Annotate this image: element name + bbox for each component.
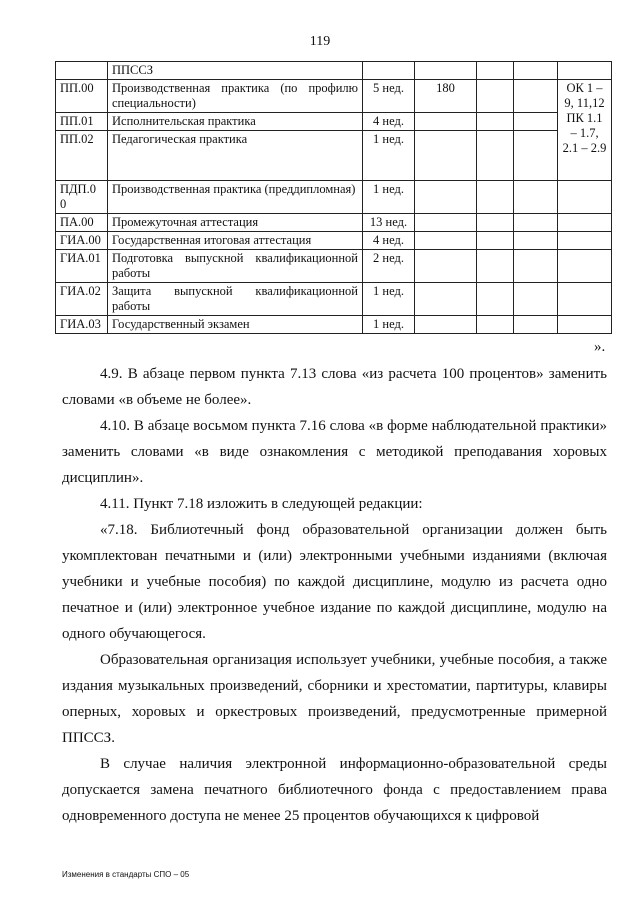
table-cell-code: ПП.02	[56, 131, 108, 181]
table-cell-name: Педагогическая практика	[108, 131, 363, 181]
table-cell-code: ГИА.01	[56, 250, 108, 283]
table-cell-code: ГИА.02	[56, 283, 108, 316]
table-cell-name: Производственная практика (по профилю специальности)	[108, 80, 363, 113]
paragraph-4-11: 4.11. Пункт 7.18 изложить в следующей редакции:	[100, 496, 423, 512]
table-cell-name: ППССЗ	[108, 62, 363, 80]
table-row	[56, 131, 612, 181]
table-cell-code: ПА.00	[56, 214, 108, 232]
table-cell-name: Подготовка выпускной квалификационной работы	[108, 250, 363, 283]
table-cell-weeks: 4 нед.	[363, 113, 415, 131]
table-cell-code: ПДП.0 0	[56, 181, 108, 214]
table-row	[56, 113, 612, 131]
table-row	[56, 232, 612, 250]
table-cell-weeks: 1 нед.	[363, 181, 415, 214]
table-cell-weeks: 2 нед.	[363, 250, 415, 283]
table-cell-name: Исполнительская практика	[108, 113, 363, 131]
table-cell-weeks: 1 нед.	[363, 316, 415, 334]
table-cell-weeks: 5 нед.	[363, 80, 415, 113]
page-number: 119	[309, 34, 331, 49]
table-cell-code: ПП.01	[56, 113, 108, 131]
table-row	[56, 316, 612, 334]
table-closing-quote: ».	[594, 339, 606, 355]
table-cell-name: Промежуточная аттестация	[108, 214, 363, 232]
table-cell-weeks: 1 нед.	[363, 283, 415, 316]
page-footer: Изменения в стандарты СПО – 05	[62, 870, 190, 879]
table-cell-name: Государственный экзамен	[108, 316, 363, 334]
table-cell-code: ГИА.03	[56, 316, 108, 334]
paragraph-7-18: «7.18. Библиотечный фонд образовательной организации должен быть укомплектован печатными и (или) электронными учебными изданиями (включая учебники и учебные пособия) по каждой дисциплине, модулю из расчета одно печатное и (или) электронное учебное издание по каждой дисциплине, модулю на одного обучающегося.	[62, 522, 607, 642]
table-cell-code: ГИА.00	[56, 232, 108, 250]
table-row	[56, 62, 612, 80]
paragraph-4-9: 4.9. В абзаце первом пункта 7.13 слова «из расчета 100 процентов» заменить словами «в объеме не более».	[62, 366, 607, 408]
table-cell-weeks: 4 нед.	[363, 232, 415, 250]
table-cell-hours: 180	[415, 80, 477, 113]
table-cell-code	[56, 62, 108, 80]
curriculum-table	[55, 61, 612, 334]
table-cell-weeks: 13 нед.	[363, 214, 415, 232]
table-row	[56, 181, 612, 214]
paragraph-library-fund: Образовательная организация использует учебники, учебные пособия, а также издания музыкальных произведений, сборники и хрестоматии, партитуры, клавиры оперных, хоровых и оркестровых произведений, предусмотренные примерной ППССЗ.	[62, 652, 607, 746]
table-cell-name: Государственная итоговая аттестация	[108, 232, 363, 250]
table-cell-name: Производственная практика (преддипломная)	[108, 181, 363, 214]
paragraph-electronic-environment: В случае наличия электронной информационно-образовательной среды допускается замена печатного библиотечного фонда с предоставлением права одновременного доступа не менее 25 процентов обучающихся к цифровой	[62, 756, 607, 824]
table-cell-weeks: 1 нед.	[363, 131, 415, 181]
table-row	[56, 214, 612, 232]
table-row	[56, 80, 612, 113]
table-cell-competencies: ОК 1 – 9, 11,12 ПК 1.1 – 1.7, 2.1 – 2.9	[558, 80, 612, 181]
paragraph-4-10: 4.10. В абзаце восьмом пункта 7.16 слова «в форме наблюдательной практики» заменить словами «в виде ознакомления с методикой преподавания хоровых дисциплин».	[62, 418, 607, 486]
table-row	[56, 250, 612, 283]
table-cell-code: ПП.00	[56, 80, 108, 113]
table-row	[56, 283, 612, 316]
table-cell-name: Защита выпускной квалификационной работы	[108, 283, 363, 316]
